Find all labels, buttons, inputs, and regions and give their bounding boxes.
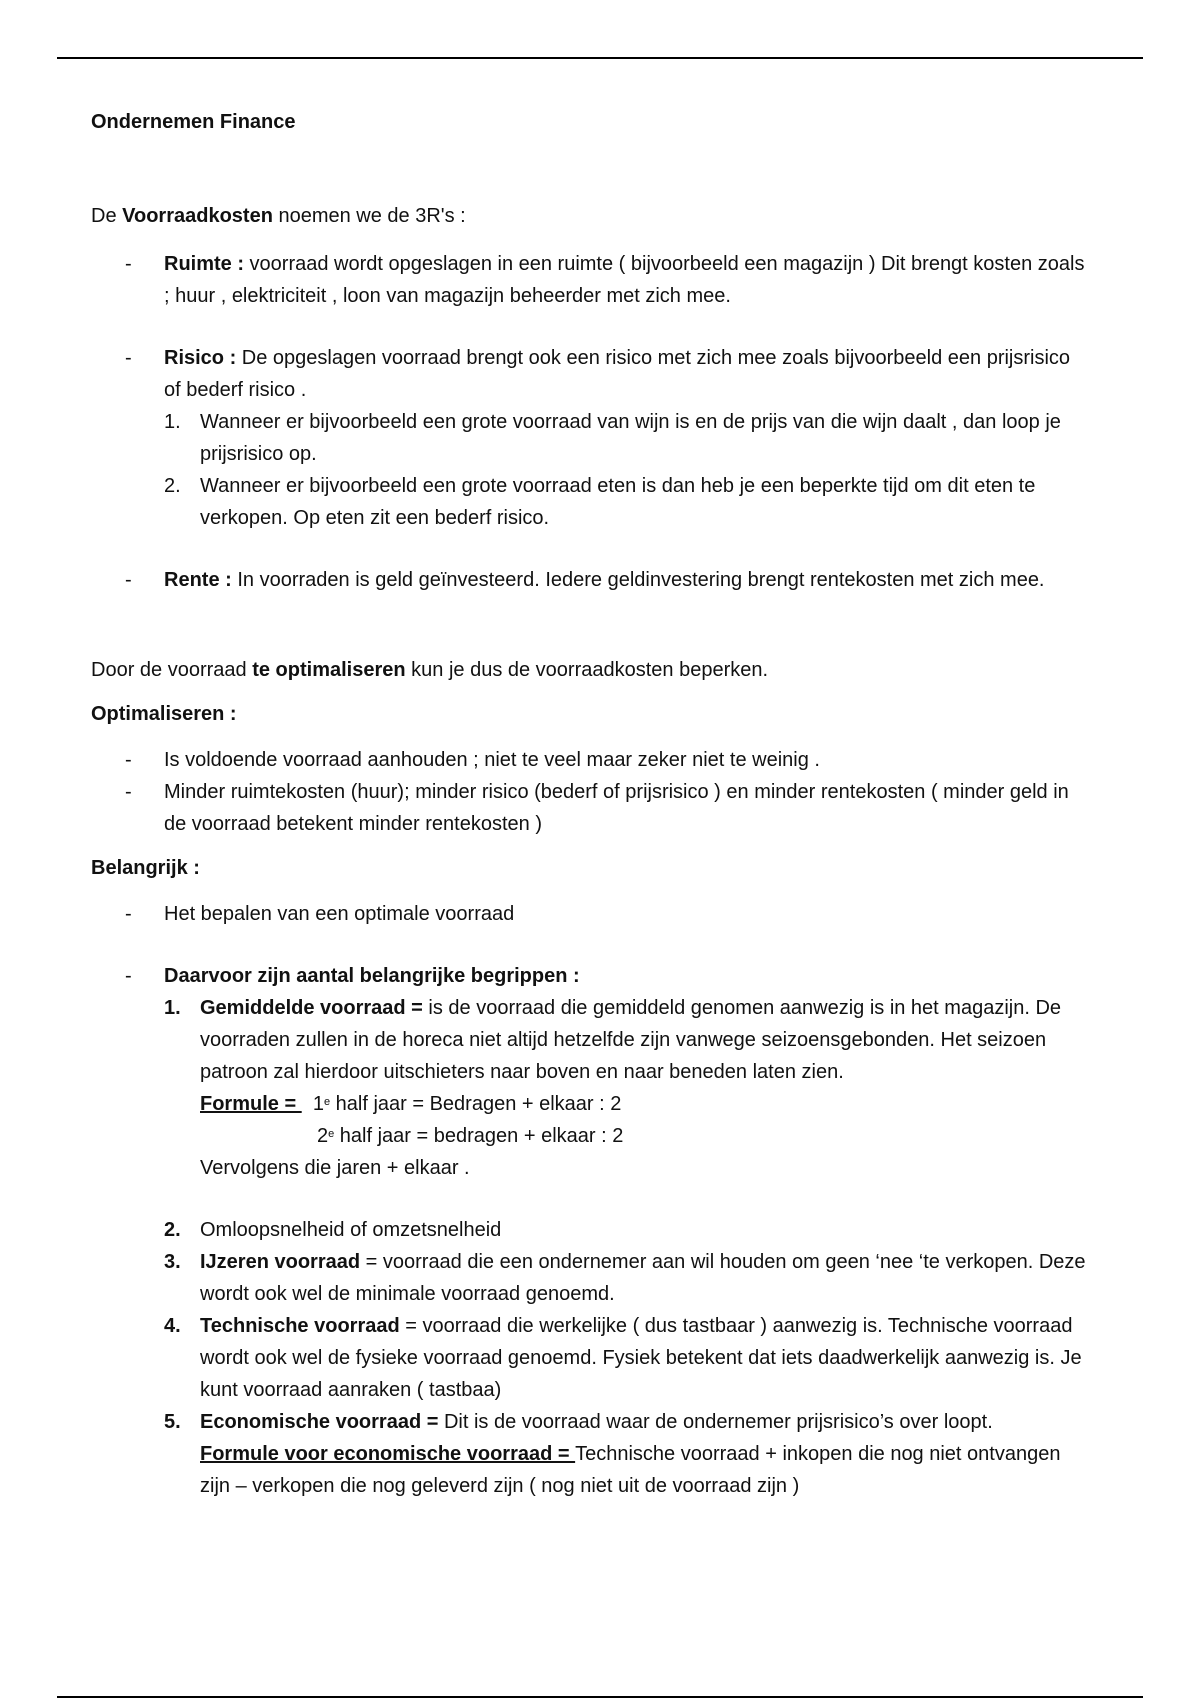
formula-line-1: Formule = 1e half jaar = Bedragen + elkaar : 2 — [200, 1093, 622, 1115]
bullet-dash: - — [125, 749, 132, 771]
document-title: Ondernemen Finance — [91, 111, 296, 133]
footer-rule — [57, 1696, 1143, 1698]
intro-paragraph: De Voorraadkosten noemen we de 3R's : — [91, 205, 466, 227]
formula-label: Formule = — [200, 1093, 302, 1115]
list-item-belangrijk-1: - Het bepalen van een optimale voorraad — [91, 898, 1091, 930]
term-omloopsnelheid: 2. Omloopsnelheid of omzetsnelheid — [164, 1219, 502, 1241]
term-ijzeren-voorraad: 3. IJzeren voorraad = voorraad die een ondernemer aan wil houden om geen ‘nee ‘te verkopen. Deze wordt ook wel de minimale voorraad genoemd. — [164, 1251, 1086, 1305]
bullet-dash: - — [125, 781, 132, 803]
formula-followup: Vervolgens die jaren + elkaar . — [200, 1157, 470, 1179]
formula-line-2: 2e half jaar = bedragen + elkaar : 2 — [317, 1125, 624, 1147]
bullet-dash: - — [125, 903, 132, 925]
belangrijk-heading: Belangrijk : — [91, 857, 200, 879]
optimaliseren-heading: Optimaliseren : — [91, 703, 237, 725]
intro-term: Voorraadkosten — [122, 205, 273, 227]
term-economische-voorraad: 5. Economische voorraad = Dit is de voorraad waar de ondernemer prijsrisico’s over loopt. — [164, 1411, 993, 1433]
term-gemiddelde-voorraad: 1. Gemiddelde voorraad = is de voorraad die gemiddeld genomen aanwezig is in het magazijn. De voorraden zullen in de horeca niet altijd hetzelfde zijn vanwege seizoensgebonden. Het seizoen patroon zal hierdoor uitschieters naar boven en naar beneden laten zien. — [164, 997, 1062, 1083]
list-item-rente: - Rente : In voorraden is geld geïnvesteerd. Iedere geldinvestering brengt rentekosten met zich mee. — [91, 564, 1091, 596]
optimise-paragraph: Door de voorraad te optimaliseren kun je dus de voorraadkosten beperken. — [91, 659, 769, 681]
bullet-dash: - — [125, 347, 132, 369]
list-item-optimaliseren-2: - Minder ruimtekosten (huur); minder risico (bederf of prijsrisico ) en minder rentekosten ( minder geld in de voorraad betekent minder rentekosten ) — [91, 776, 1091, 840]
term-technische-voorraad: 4. Technische voorraad = voorraad die werkelijke ( dus tastbaar ) aanwezig is. Technische voorraad wordt ook wel de fysieke voorraad genoemd. Fysiek betekent dat iets daadwerkelijk aanwezig is. Je kunt voorraad aanraken ( tastbaa) — [164, 1315, 1082, 1401]
list-item-ruimte: - Ruimte : voorraad wordt opgeslagen in een ruimte ( bijvoorbeeld een magazijn ) Dit brengt kosten zoals ; huur , elektriciteit , loon van magazijn beheerder met zich mee. — [91, 248, 1091, 312]
economische-formula-label: Formule voor economische voorraad = — [200, 1443, 576, 1465]
bullet-dash: - — [125, 569, 132, 591]
bullet-dash: - — [125, 253, 132, 275]
list-item-belangrijk-2: - Daarvoor zijn aantal belangrijke begrippen : — [91, 960, 1091, 992]
list-item-risico-sub-2: 2. Wanneer er bijvoorbeeld een grote voorraad eten is dan heb je een beperkte tijd om dit eten te verkopen. Op eten zit een bederf risico. — [164, 475, 1036, 529]
bullet-dash: - — [125, 965, 132, 987]
economische-formula: Formule voor economische voorraad = Technische voorraad + inkopen die nog niet ontvangen zijn – verkopen die nog geleverd zijn ( nog niet uit de voorraad zijn ) — [200, 1443, 1061, 1497]
list-item-risico: - Risico : De opgeslagen voorraad brengt ook een risico met zich mee zoals bijvoorbeeld een prijsrisico of bederf risico . — [91, 342, 1091, 406]
document-page — [91, 106, 1091, 1502]
list-item-risico-sub-1: 1. Wanneer er bijvoorbeeld een grote voorraad van wijn is en de prijs van die wijn daalt , dan loop je prijsrisico op. — [164, 411, 1061, 465]
header-rule — [57, 57, 1143, 59]
list-item-optimaliseren-1: - Is voldoende voorraad aanhouden ; niet te veel maar zeker niet te weinig . — [91, 744, 1091, 776]
